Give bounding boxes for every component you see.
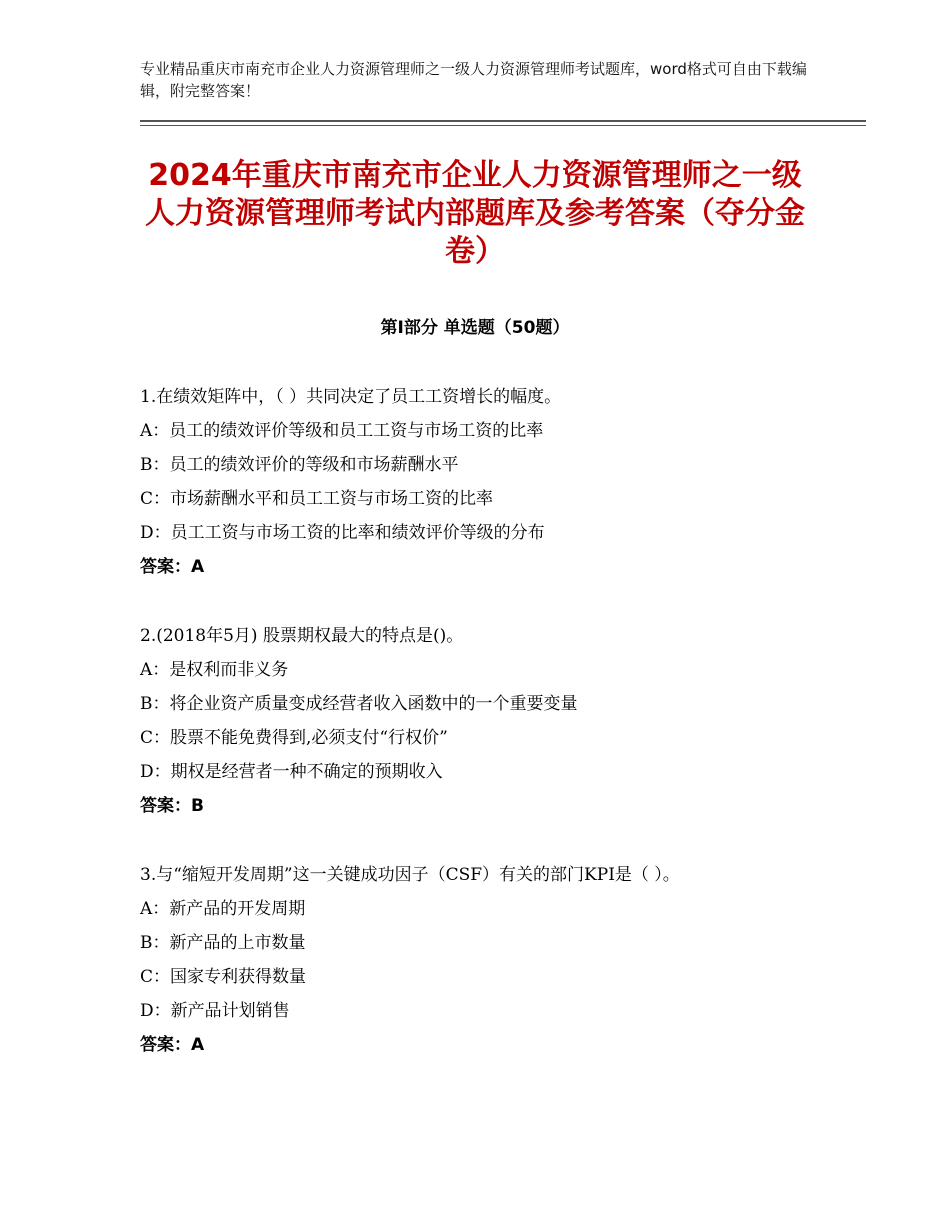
header-divider-thick: [140, 120, 866, 122]
option-a: A：是权利而非义务: [140, 660, 289, 680]
option-a: A：新产品的开发周期: [140, 899, 306, 919]
option-d: D：期权是经营者一种不确定的预期收入: [140, 762, 443, 782]
question-2: [140, 619, 810, 823]
option-a: A：员工的绩效评价等级和员工工资与市场工资的比率: [140, 421, 544, 441]
option-b: B：新产品的上市数量: [140, 933, 306, 953]
question-stem: 2.(2018年5月) 股票期权最大的特点是()。: [140, 626, 464, 646]
header-divider-thin: [140, 125, 866, 126]
option-c: C：国家专利获得数量: [140, 967, 307, 987]
option-b: B：将企业资产质量变成经营者收入函数中的一个重要变量: [140, 694, 578, 714]
question-3: [140, 858, 810, 1062]
answer: 答案：B: [140, 796, 204, 816]
answer: 答案：A: [140, 557, 205, 577]
option-d: D：新产品计划销售: [140, 1001, 290, 1021]
option-c: C：股票不能免费得到,必须支付“行权价”: [140, 728, 448, 748]
document-title: 2024年重庆市南充市企业人力资源管理师之一级人力资源管理师考试内部题库及参考答案（夺分金卷）: [145, 158, 805, 269]
question-stem: 3.与“缩短开发周期”这一关键成功因子（CSF）有关的部门KPI是（ ）。: [140, 865, 680, 885]
option-c: C：市场薪酬水平和员工工资与市场工资的比率: [140, 489, 494, 509]
section-title: 第Ⅰ部分 单选题（50题）: [380, 318, 570, 338]
option-d: D：员工工资与市场工资的比率和绩效评价等级的分布: [140, 523, 545, 543]
header-note: 专业精品重庆市南充市企业人力资源管理师之一级人力资源管理师考试题库，word格式可自由下载编辑，附完整答案！: [140, 60, 807, 100]
question-stem: 1.在绩效矩阵中，（ ）共同决定了员工工资增长的幅度。: [140, 387, 562, 407]
answer: 答案：A: [140, 1035, 205, 1055]
option-b: B：员工的绩效评价的等级和市场薪酬水平: [140, 455, 459, 475]
question-1: [140, 380, 810, 584]
